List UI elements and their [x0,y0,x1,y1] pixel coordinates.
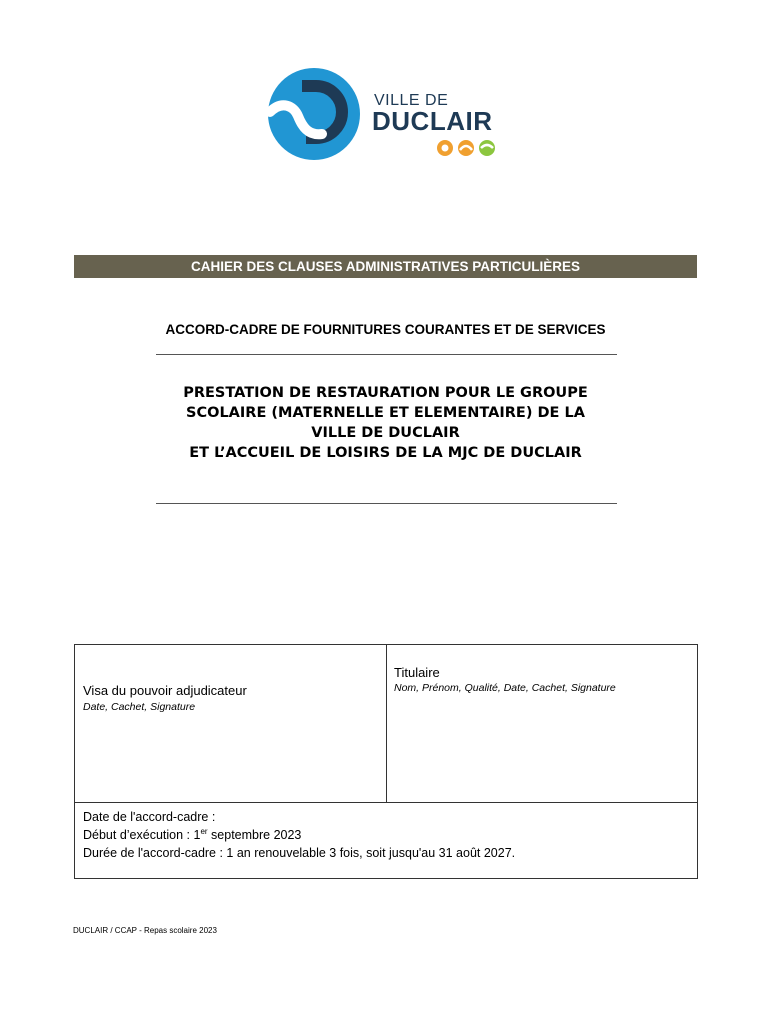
ville-de-duclair-logo [266,66,516,162]
title-line: ET L’ACCUEIL DE LOISIRS DE LA MJC DE DUCLAIR [189,445,582,461]
signature-adjudicateur-title: Visa du pouvoir adjudicateur [83,683,247,698]
signature-adjudicateur-sub: Date, Cachet, Signature [83,701,196,713]
duclair-emblem-icon [266,66,362,162]
title-line: VILLE DE DUCLAIR [311,425,460,441]
signature-box-adjudicateur [74,644,387,803]
logo-text-ville-de: VILLE DE [374,92,449,109]
title-line: PRESTATION DE RESTAURATION POUR LE GROUPE [183,385,588,401]
signature-titulaire-title: Titulaire [394,665,440,680]
contract-dates-box [74,802,698,879]
document-main-title [74,383,697,463]
execution-start-line: Début d’exécution : 1er septembre 2023 [83,827,302,843]
contract-type-subtitle: ACCORD-CADRE DE FOURNITURES COURANTES ET DE SERVICES [165,322,606,337]
contract-duration-line: Durée de l'accord-cadre : 1 an renouvelable 3 fois, soit jusqu'au 31 août 2027. [83,846,516,860]
page-footer: DUCLAIR / CCAP - Repas scolaire 2023 [73,926,217,935]
divider-bottom [156,503,617,504]
contract-date-line: Date de l'accord-cadre : [83,810,216,824]
document-type-banner: CAHIER DES CLAUSES ADMINISTRATIVES PARTICULIÈRES [74,255,697,278]
logo-text-duclair: DUCLAIR [372,106,493,136]
signature-titulaire-sub: Nom, Prénom, Qualité, Date, Cachet, Signature [394,682,616,694]
divider-top [156,354,617,355]
signature-box-titulaire [386,644,698,803]
title-line: SCOLAIRE (MATERNELLE ET ELEMENTAIRE) DE LA [186,405,585,421]
logo-color-dots-icon [436,138,506,158]
